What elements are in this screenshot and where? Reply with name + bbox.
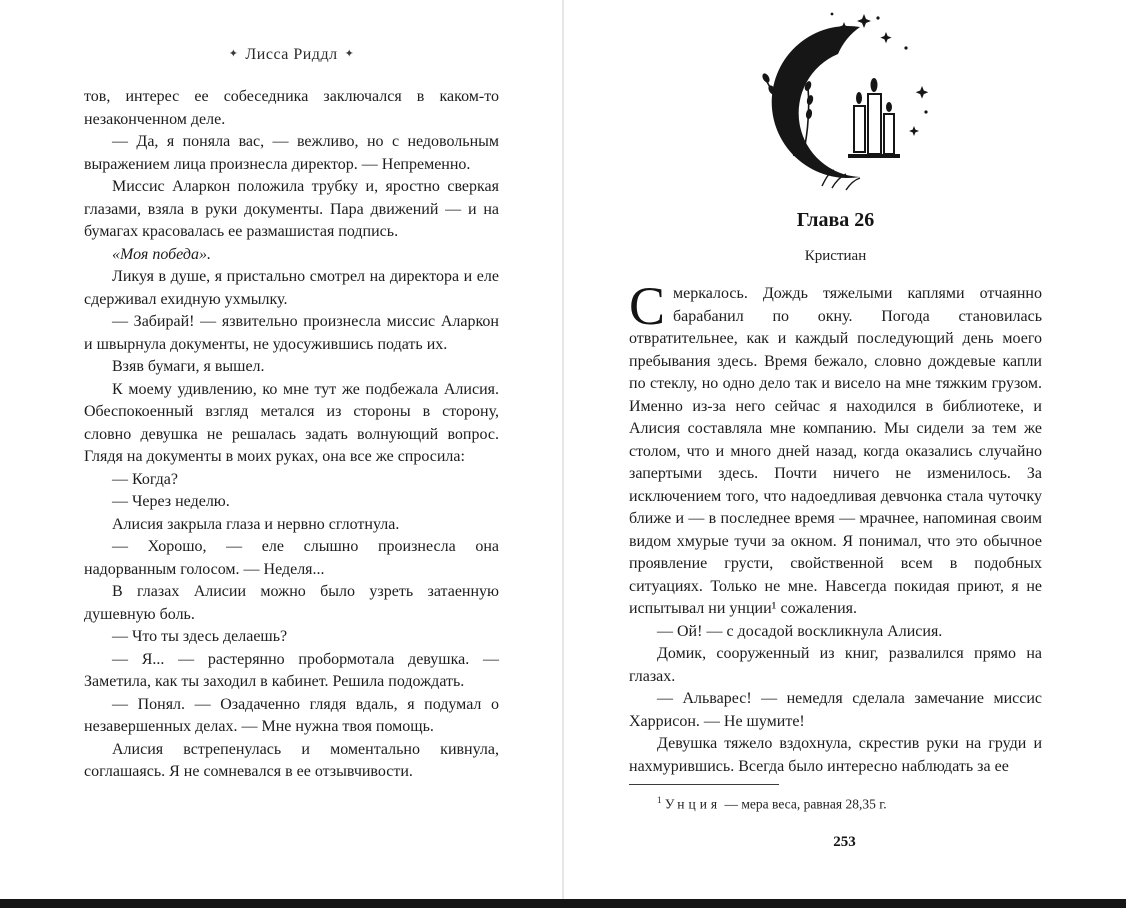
page-gutter [562,0,564,899]
chapter-subtitle: Кристиан [804,248,867,264]
page-left [0,0,563,899]
paragraph: К моему удивлению, ко мне тут же подбежала Алисия. Обеспокоенный взгляд метался из стороны в сторону, словно девушка не решалась задать волнующий вопрос. Глядя на документы в моих руках, она все же спросила: [84,380,499,465]
paragraph: — Забирай! — язвительно произнесла миссис Аларкон и швырнула документы, не удосужившись подать их. [84,313,499,353]
running-header-text: Лисса Риддл [245,46,338,63]
left-page-text [84,86,499,784]
paragraph: — Я... — растерянно пробормотала девушка. — Заметила, как ты заходил в кабинет. Решила подождать. [84,650,499,690]
paragraph: Миссис Аларкон положила трубку и, яростно сверкая глазами, взяла в руки документы. Пара движений — и на бумагах красовалась ее размашистая подпись. [84,178,499,240]
moon-illustration-icon [736,8,936,200]
paragraph: тов, интерес ее собеседника заключался в каком-то незаконченном деле. [84,88,499,128]
paragraph: — Что ты здесь делаешь? [112,628,288,645]
footnote [629,791,1042,814]
sparkle-ornament-icon: ✦ [228,48,239,60]
page-number: 253 [833,834,856,850]
chapter-title: Глава 26 [796,209,875,231]
paragraph: Алисия закрыла глаза и нервно сглотнула. [112,515,400,533]
drop-cap: С [629,276,666,336]
bottom-edge-bar [0,899,1126,908]
paragraph: — Когда? [112,470,178,488]
paragraph: Домик, сооруженный из книг, развалился прямо на глазах. [629,645,1042,685]
sparkle-ornament-icon: ✦ [344,48,355,60]
footnote-term: Унция [664,796,722,812]
footnote-divider [629,784,779,785]
paragraph: Девушка тяжело вздохнула, скрестив руки на груди и нахмурившись. Всегда было интересно наблюдать за ее [629,735,1042,775]
paragraph: — Через неделю. [112,493,230,510]
footnote-marker: 1 [657,795,662,805]
footnote-block [629,784,1042,814]
paragraph: В глазах Алисии можно было узреть затаенную душевную боль. [84,583,499,623]
paragraph: Смеркалось. Дождь тяжелыми каплями отчаянно барабанил по окну. Погода становилась отвратительнее, как и каждый последующий день моего пребывания здесь. Время бежало, словно дождевые капли по стеклу, но одно дело так и висело на мне тяжким грузом. Именно из-за него сейчас я находился в библиотеке, и Алисия составляла мне компанию. Мы сидели за тем же столом, что и много дней назад, когда оказались случайно запертыми здесь. Почти ничего не изменилось. За исключением того, что надоедливая девчонка стала чуточку ближе и — в последнее время — мрачнее, напоминая своим видом хмурые тучи за окном. Я понимал, что это обычное проявление грусти, свойственной всем в подобных ситуациях. Только не мне. Навсегда покидая приют, я не испытывал ни унции¹ сожаления. [629,276,1042,617]
paragraph: Взяв бумаги, я вышел. [112,358,265,375]
footnote-text: — мера веса, равная 28,35 г. [721,796,887,812]
running-header [84,46,499,64]
right-page-text [629,276,1042,778]
chapter-illustration [629,8,1042,205]
paragraph: «Моя победа». [112,245,211,263]
paragraph: — Да, я поняла вас, — вежливо, но с недовольным выражением лица произнесла директор. — Непременно. [84,133,499,173]
paragraph: — Хорошо, — еле слышно произнесла она надорванным голосом. — Неделя... [84,538,499,578]
paragraph: — Альварес! — немедля сделала замечание миссис Харрисон. — Не шумите! [629,690,1042,730]
page-right [563,0,1126,899]
paragraph: — Ой! — с досадой воскликнула Алисия. [657,622,943,640]
paragraph: Ликуя в душе, я пристально смотрел на директора и еле сдерживал ехидную ухмылку. [84,268,499,308]
paragraph: — Понял. — Озадаченно глядя вдаль, я подумал о незавершенных делах. — Мне нужна твоя помощь. [84,695,499,735]
paragraph: Алисия встрепенулась и моментально кивнула, соглашаясь. Я не сомневался в ее отзывчивости. [84,740,499,780]
